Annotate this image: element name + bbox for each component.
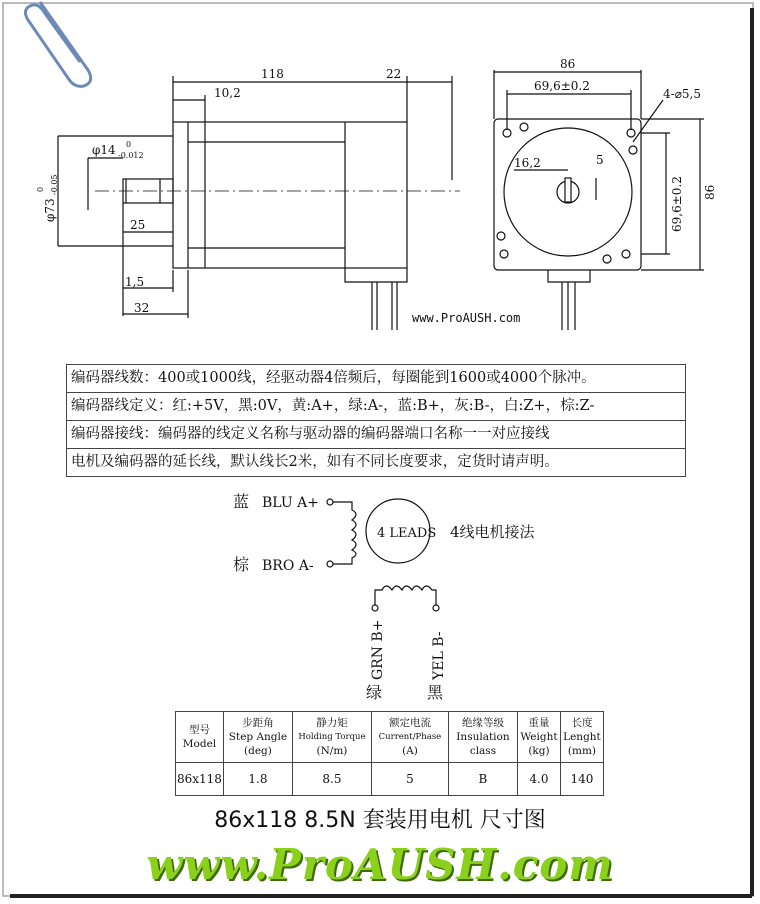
dim-body-diameter: φ73 [43,198,57,222]
dim-small: 1,5 [125,275,145,289]
encoder-line: 编码器线定义：红:+5V，黑:0V，黄:A+，绿:A-，蓝:B+，灰:B-，白:Z+，棕:Z- [67,393,686,421]
wiring-title: 4线电机接法 [450,523,535,541]
header-model: 型号 Model [176,712,224,763]
cell-holding-torque: 8.5 [292,763,371,796]
dim-shaft-diameter: φ14 [92,143,116,157]
dim-shaft-length: 22 [386,67,402,81]
dim-hole-spacing-h: 69,6±0.2 [534,79,590,93]
encoder-line: 电机及编码器的延长线，默认线长2米，如有不同长度要求，定货时请声明。 [67,449,686,477]
cell-current: 5 [371,763,448,796]
brand-banner: www.ProAUSH.com [146,840,614,889]
lead-wires [372,282,397,330]
header-weight: 重量 Weight (kg) [517,712,560,763]
dim-key: 16,2 [514,156,541,170]
dim-length: 118 [261,67,284,81]
cell-length: 140 [560,763,603,796]
dim-height: 86 [703,184,717,200]
dim-shaft-exposed: 25 [130,218,146,232]
b-plus-en: GRN B+ [370,619,386,680]
b-minus-cn: 黑 [427,683,444,702]
encoder-line: 编码器线数：400或1000线，经驱动器4倍频后，每圈能到1600或4000个脉冲。 [67,365,686,393]
b-plus-cn: 绿 [366,683,383,702]
b-minus-en: YEL B- [431,631,447,680]
shaft-tol-upper: 0 [126,140,132,149]
body-tol-upper: 0 [36,186,45,192]
website-small: www.ProAUSH.com [412,311,521,325]
a-plus-cn: 蓝 [233,492,250,511]
cell-model: 86x118 [176,763,224,796]
a-plus-en: BLU A+ [262,495,319,511]
shaft-tol-lower: -0.012 [118,151,144,160]
dim-flange: 10,2 [214,86,241,100]
header-step-angle: 步距角 Step Angle (deg) [223,712,292,763]
dim-holes: 4-⌀5,5 [663,87,701,101]
side-view [58,76,460,330]
dim-hole-spacing-v: 69,6±0.2 [670,176,684,232]
body-tol-lower: -0.05 [50,174,59,195]
dim-back: 32 [134,301,150,315]
cell-insulation: B [448,763,517,796]
coil-b [375,586,436,605]
encoder-info-table [66,364,686,477]
front-lead-wires [562,282,575,330]
header-holding-torque: 静力矩 Holding Torque (N/m) [292,712,371,763]
cell-weight: 4.0 [517,763,560,796]
dim-flat: 5 [596,153,604,167]
encoder-line: 编码器接线：编码器的线定义名称与驱动器的编码器端口名称一一对应接线 [67,421,686,449]
a-minus-cn: 棕 [233,555,250,574]
header-current: 额定电流 Current/Phase (A) [371,712,448,763]
a-minus-en: BRO A- [262,558,314,574]
dim-width: 86 [560,57,576,71]
spec-table [175,711,604,796]
wiring-diagram [327,499,439,611]
header-insulation: 绝缘等级 Insulation class [448,712,517,763]
motor-body [173,122,407,268]
caption: 86x118 8.5N 套装用电机 尺寸图 [214,808,546,833]
cell-step-angle: 1.8 [223,763,292,796]
paperclip-icon [25,2,90,86]
coil-a [333,502,356,564]
motor-leads-label: 4 LEADS [377,526,437,541]
header-length: 长度 Lenght (mm) [560,712,603,763]
